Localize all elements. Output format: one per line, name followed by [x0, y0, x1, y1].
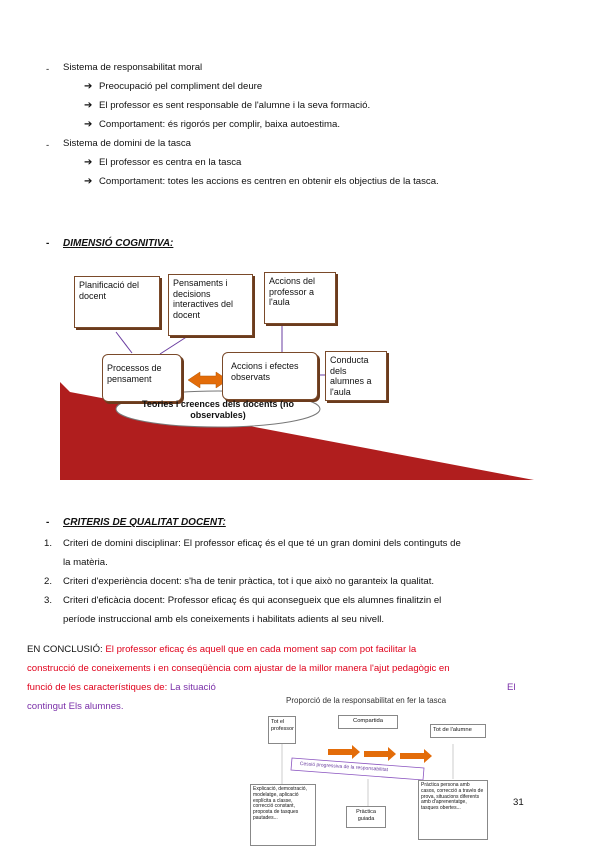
- moral-item: Comportament: és rigorós per complir, baixa autoestima.: [99, 119, 341, 130]
- box-processos: [102, 354, 182, 402]
- list-number: 2.: [44, 576, 53, 587]
- quality-item-line: la matèria.: [63, 557, 108, 568]
- box-conducta: [325, 351, 387, 401]
- conclusion-el: El: [507, 682, 516, 693]
- box-label: Processos de pensament: [107, 363, 162, 384]
- theories-label: Teories i creences dels docents (no observables): [142, 399, 294, 420]
- cognitive-heading: DIMENSIÓ COGNITIVA:: [63, 238, 174, 249]
- bullet-dash: -: [46, 140, 50, 151]
- conclusion-text: construcció de coneixements i en conseqüència com ajustar de la millor manera l'ajut pedagògic en: [27, 663, 450, 674]
- conclusion-contingut: contingut Els alumnes.: [27, 701, 124, 712]
- bullet-dash: -: [46, 517, 50, 528]
- tot-alumne-box: [430, 724, 486, 738]
- box-planificacio: [74, 276, 160, 328]
- conclusion-label: EN CONCLUSIÓ:: [27, 644, 103, 655]
- connector: [116, 332, 132, 353]
- list-number: 1.: [44, 538, 53, 549]
- box-label: Pensaments i decisions interactives del docent: [173, 278, 234, 320]
- box-label: Tot el professor: [271, 719, 294, 732]
- quality-item-line: Criteri de domini disciplinar: El professor eficaç és el que té un gran domini dels continguts de: [63, 538, 461, 549]
- box-label: Compartida: [353, 718, 383, 724]
- task-item: Comportament: totes les accions es centren en obtenir els objectius de la tasca.: [99, 176, 439, 187]
- box-label: Explicació, demostració, modelatge, aplicació explícita a classe, correcció constant, proposta de tasques pautades...: [253, 786, 307, 821]
- middle-practice-box: [346, 806, 386, 828]
- task-item: El professor es centra en la tasca: [99, 157, 242, 168]
- arrow-icon: ➔: [84, 100, 93, 111]
- cognitive-diagram: [60, 262, 534, 480]
- bullet-dash: -: [46, 64, 50, 75]
- box-label: Pràctica guiada: [356, 809, 376, 822]
- conclusion-text: El professor eficaç és aquell que en cada moment sap com pot facilitar la: [105, 644, 417, 655]
- arrow-icon: [328, 745, 360, 759]
- quality-item-line: Criteri d'eficàcia docent: Professor eficaç és qui aconsegueix que els alumnes finalitzin el: [63, 595, 442, 606]
- quality-item-line: període instruccional amb els coneixements i habilitats adients al seu nivell.: [63, 614, 385, 625]
- task-title: Sistema de domini de la tasca: [63, 138, 191, 149]
- box-label: Accions del professor a l'aula: [269, 276, 316, 307]
- box-label: Conducta dels alumnes a l'aula: [330, 355, 372, 397]
- quality-heading: CRITERIS DE QUALITAT DOCENT:: [63, 517, 226, 528]
- arrow-icon: [400, 749, 432, 763]
- responsibility-figure: [248, 694, 498, 848]
- tot-professor-box: [268, 716, 296, 744]
- cessio-label: Cessió progressiva de la responsabilitat: [299, 761, 389, 774]
- list-number: 3.: [44, 595, 53, 606]
- box-label: Planificació del docent: [79, 280, 140, 301]
- box-accions-efectes: [222, 352, 318, 400]
- arrow-icon: ➔: [84, 119, 93, 130]
- moral-title: Sistema de responsabilitat moral: [63, 62, 203, 73]
- left-practice-box: [250, 784, 316, 846]
- conclusion-situacio: La situació: [169, 682, 216, 693]
- compartida-box: [338, 715, 398, 729]
- bullet-dash: -: [46, 238, 50, 249]
- box-label: Tot de l'alumne: [433, 727, 472, 733]
- page-number: 31: [513, 797, 524, 808]
- box-label: Pràctica persona amb casos, correcció a través de prova, situacions diferents amb d'aprenentatge, tasques obertes...: [421, 782, 484, 812]
- figure-title: Proporció de la responsabilitat en fer la tasca: [286, 696, 447, 705]
- right-practice-box: [418, 780, 488, 840]
- connector: [160, 336, 188, 354]
- conclusion-line-1: [27, 640, 416, 659]
- moral-item: Preocupació pel compliment del deure: [99, 81, 263, 92]
- conclusion-line-3: [27, 678, 216, 697]
- arrow-icon: ➔: [84, 176, 93, 187]
- conclusion-text: funció de les característiques de:: [27, 682, 168, 693]
- arrow-icon: ➔: [84, 157, 93, 168]
- arrow-icon: [364, 747, 396, 761]
- box-accions-aula: [264, 272, 336, 324]
- quality-item-line: Criteri d'experiència docent: s'ha de tenir pràctica, tot i que això no garanteix la qualitat.: [63, 576, 435, 587]
- moral-item: El professor es sent responsable de l'alumne i la seva formació.: [99, 100, 371, 111]
- box-label: Accions i efectes observats: [231, 361, 299, 382]
- arrow-icon: ➔: [84, 81, 93, 92]
- box-pensaments: [168, 274, 253, 336]
